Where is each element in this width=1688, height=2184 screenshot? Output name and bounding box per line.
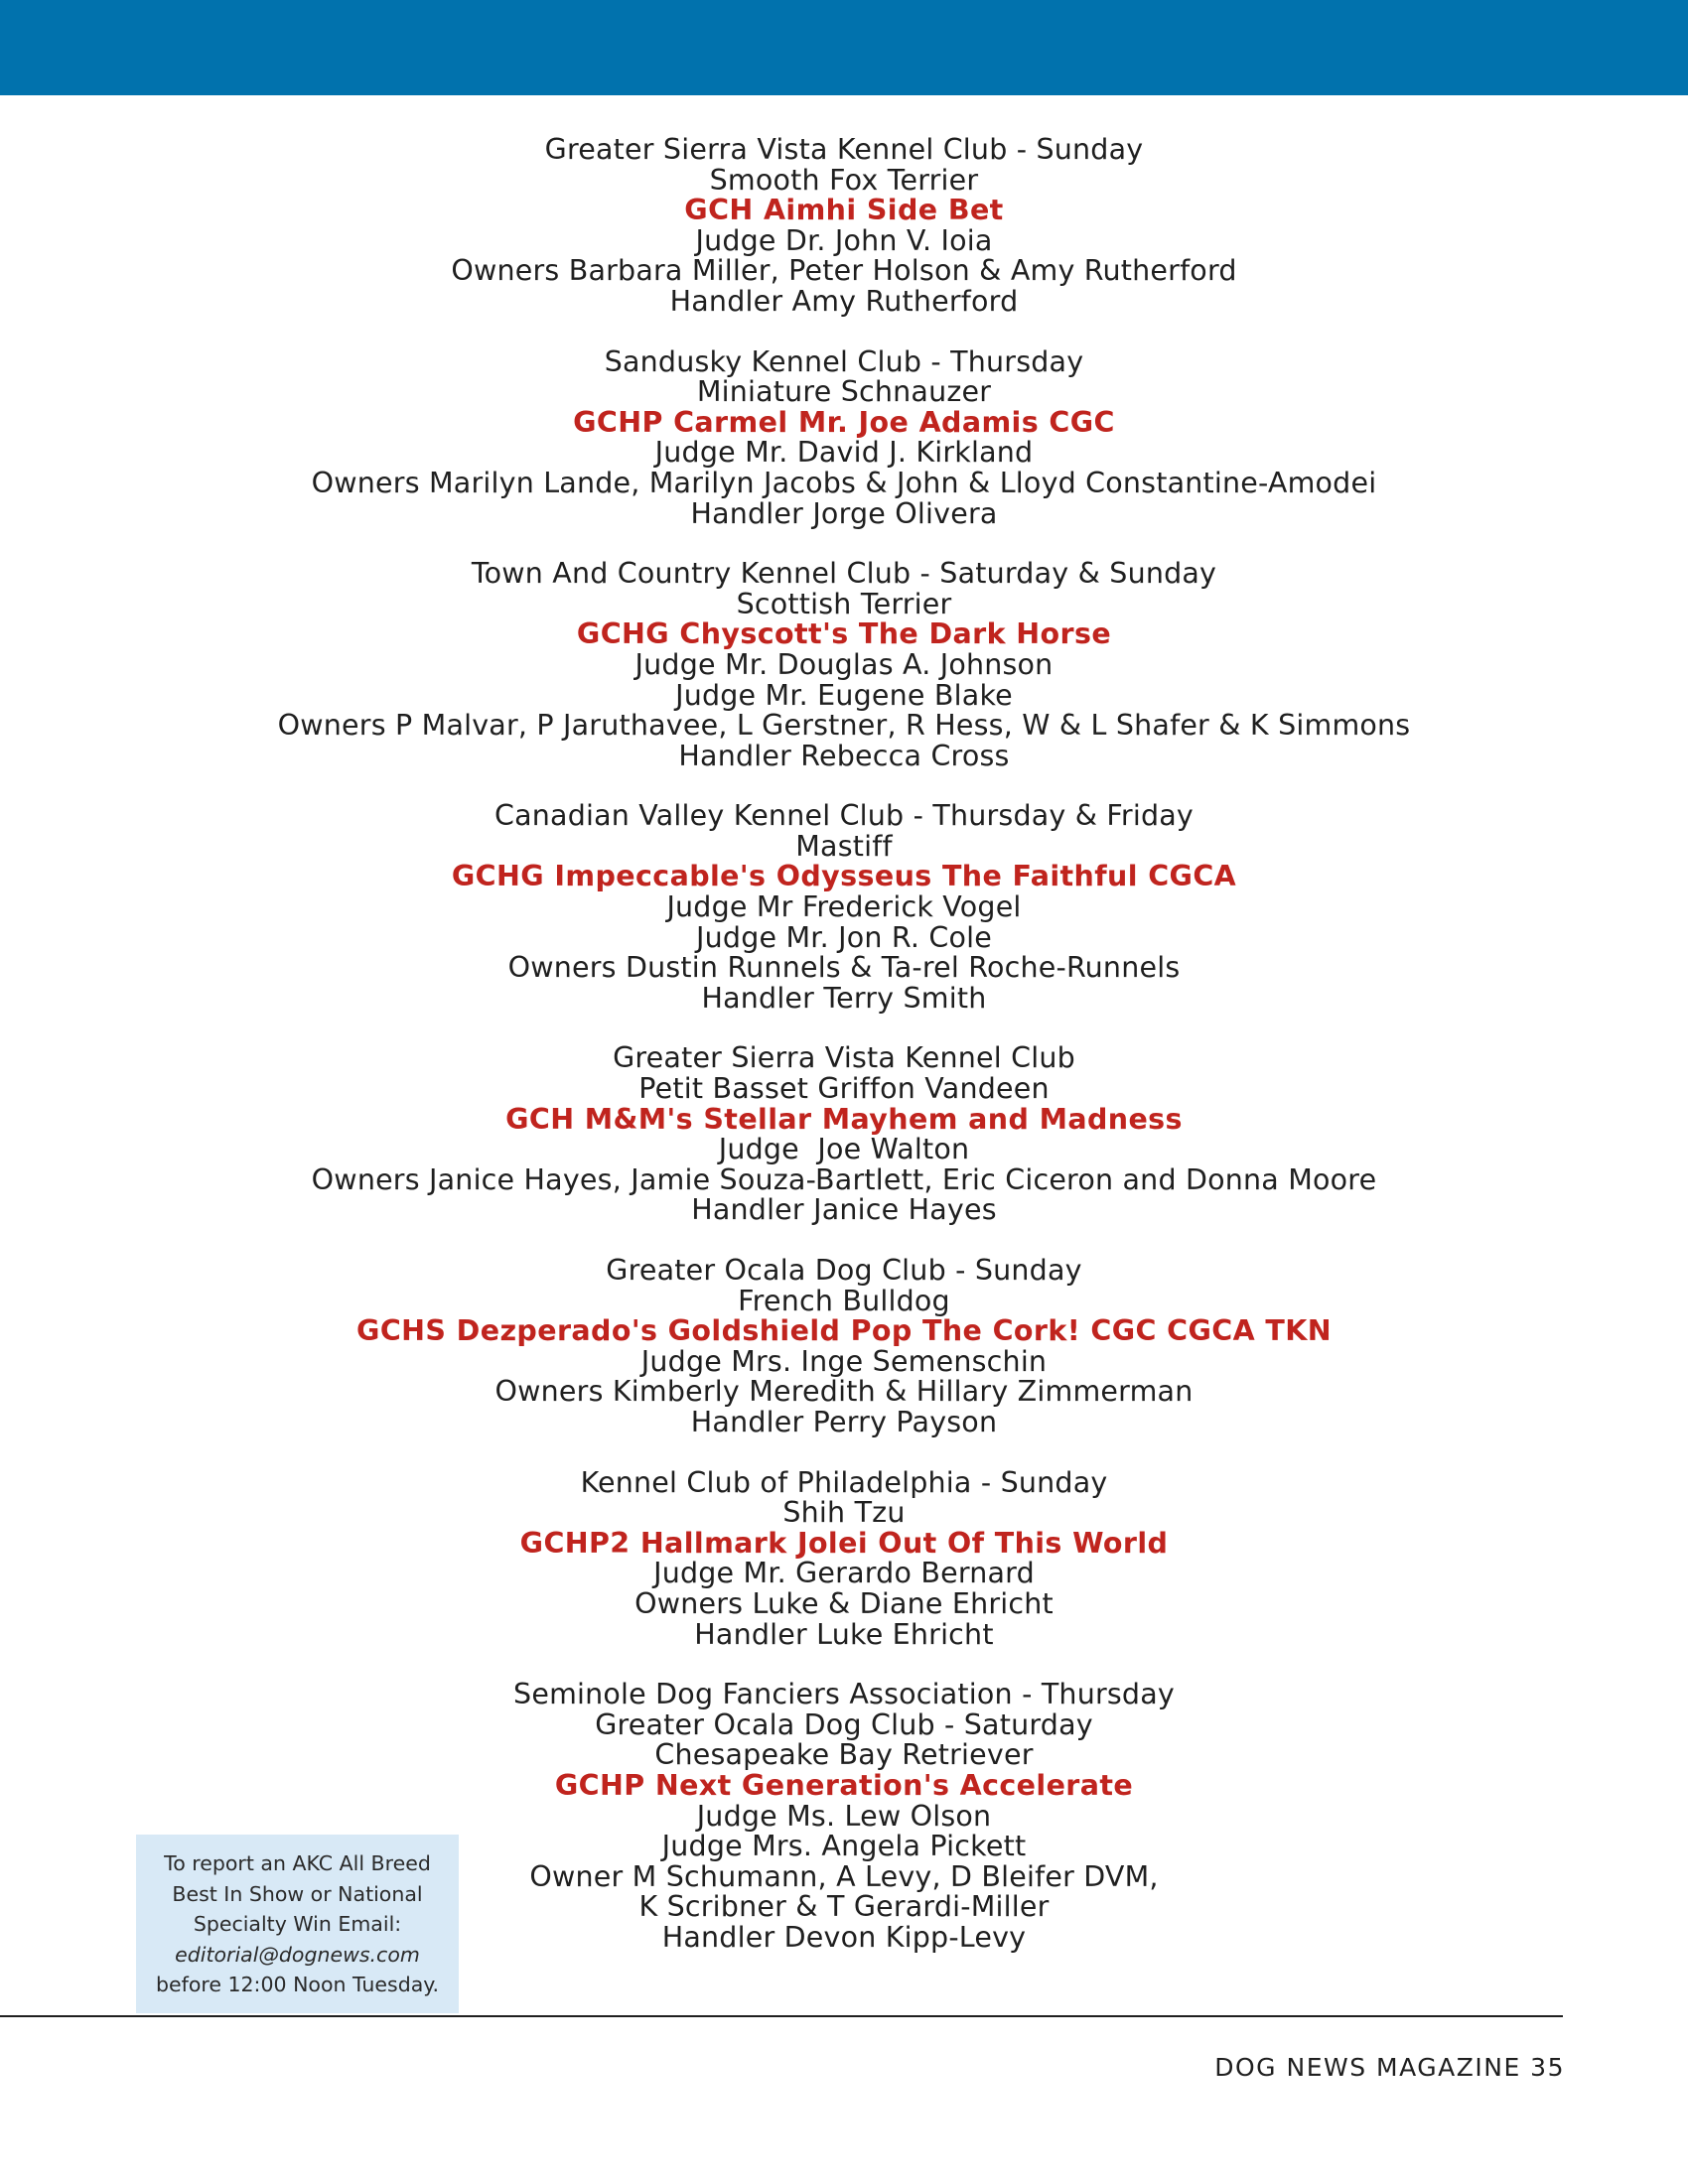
- judge-line: Judge Mr. Jon R. Cole: [696, 920, 992, 954]
- owners-line: Owners P Malvar, P Jaruthavee, L Gerstner, R Hess, W & L Shafer & K Simmons: [277, 709, 1411, 743]
- winning-dog: GCH Aimhi Side Bet: [684, 194, 1004, 227]
- judge-line: Judge Ms. Lew Olson: [696, 1799, 992, 1833]
- handler-line: Handler Janice Hayes: [691, 1193, 997, 1227]
- judge-line: Judge Mr. Eugene Blake: [675, 678, 1013, 712]
- judge-line: Judge Mr. David J. Kirkland: [654, 436, 1034, 470]
- report-win-note: [136, 1835, 459, 2013]
- winning-dog: GCH M&M's Stellar Mayhem and Madness: [505, 1102, 1183, 1136]
- club-name: Greater Sierra Vista Kennel Club - Sunday: [544, 133, 1144, 166]
- club-name: Greater Ocala Dog Club - Sunday: [606, 1254, 1082, 1287]
- bis-entry: [149, 135, 1539, 318]
- club-name: Canadian Valley Kennel Club - Thursday & Friday: [494, 799, 1194, 833]
- handler-line: Handler Devon Kipp-Levy: [661, 1920, 1027, 1954]
- bis-entry: [149, 559, 1539, 771]
- winning-dog: GCHP2 Hallmark Jolei Out Of This World: [519, 1526, 1169, 1560]
- bis-entry: [149, 1256, 1539, 1438]
- footer-rule: [0, 2015, 1563, 2017]
- handler-line: Handler Terry Smith: [701, 981, 987, 1015]
- handler-line: Handler Perry Payson: [690, 1405, 998, 1438]
- breed-name: Scottish Terrier: [736, 587, 952, 620]
- owners-line: Owners Janice Hayes, Jamie Souza-Bartlett, Eric Ciceron and Donna Moore: [311, 1162, 1377, 1196]
- owners-line: Owner M Schumann, A Levy, D Bleifer DVM,: [529, 1859, 1159, 1893]
- winning-dog: GCHP Carmel Mr. Joe Adamis CGC: [573, 405, 1115, 439]
- winning-dog: GCHP Next Generation's Accelerate: [554, 1768, 1134, 1802]
- owners-line: Owners Barbara Miller, Peter Holson & Amy Rutherford: [451, 254, 1237, 288]
- note-line: before 12:00 Noon Tuesday.: [155, 1973, 439, 1996]
- breed-name: Chesapeake Bay Retriever: [654, 1738, 1034, 1772]
- judge-line: Judge Mr. Gerardo Bernard: [653, 1557, 1035, 1590]
- note-line: Specialty Win Email:: [193, 1912, 402, 1936]
- breed-name: Petit Basset Griffon Vandeen: [638, 1072, 1050, 1106]
- club-name: Greater Sierra Vista Kennel Club: [613, 1041, 1075, 1075]
- judge-line: Judge Dr. John V. Ioia: [695, 223, 993, 257]
- handler-line: Handler Luke Ehricht: [694, 1617, 994, 1651]
- judge-line: Judge Mr Frederick Vogel: [666, 890, 1022, 924]
- handler-line: Handler Amy Rutherford: [669, 284, 1019, 318]
- owners-line: Owners Kimberly Meredith & Hillary Zimmerman: [494, 1375, 1194, 1409]
- bis-entry: [149, 344, 1539, 530]
- handler-line: Handler Rebecca Cross: [678, 739, 1010, 772]
- top-banner: [0, 0, 1688, 95]
- owners-line: Owners Dustin Runnels & Ta-rel Roche-Runnels: [507, 951, 1181, 985]
- club-name: Kennel Club of Philadelphia - Sunday: [580, 1465, 1108, 1499]
- handler-line: Handler Jorge Olivera: [690, 496, 998, 530]
- winning-dog: GCHG Impeccable's Odysseus The Faithful CGCA: [451, 860, 1237, 893]
- judge-line: Judge Joe Walton: [718, 1133, 970, 1166]
- judge-line: Judge Mrs. Inge Semenschin: [640, 1344, 1048, 1378]
- breed-name: Smooth Fox Terrier: [709, 163, 979, 197]
- club-name: Seminole Dog Fanciers Association - Thursday: [513, 1678, 1175, 1711]
- note-line: To report an AKC All Breed: [164, 1851, 431, 1875]
- club-name-second: Greater Ocala Dog Club - Saturday: [595, 1707, 1093, 1741]
- club-name: Town And Country Kennel Club - Saturday & Sunday: [471, 557, 1217, 591]
- winning-dog: GCHS Dezperado's Goldshield Pop The Cork! CGC CGCA TKN: [356, 1314, 1332, 1348]
- bis-listing: [149, 135, 1539, 1982]
- note-email: editorial@dognews.com: [175, 1942, 420, 1967]
- winning-dog: GCHG Chyscott's The Dark Horse: [576, 617, 1112, 651]
- owners-line: Owners Luke & Diane Ehricht: [634, 1586, 1054, 1620]
- breed-name: French Bulldog: [738, 1284, 950, 1317]
- breed-name: Mastiff: [795, 829, 893, 863]
- bis-entry: [149, 1465, 1539, 1651]
- breed-name: Miniature Schnauzer: [696, 375, 992, 409]
- page-footer: DOG NEWS MAGAZINE 35: [1214, 2053, 1565, 2082]
- owners-line-continued: K Scribner & T Gerardi-Miller: [638, 1890, 1050, 1924]
- bis-entry: [149, 801, 1539, 1014]
- judge-line: Judge Mrs. Angela Pickett: [661, 1830, 1027, 1863]
- note-line: Best In Show or National: [172, 1881, 423, 1906]
- bis-entry: [149, 1043, 1539, 1226]
- owners-line: Owners Marilyn Lande, Marilyn Jacobs & John & Lloyd Constantine-Amodei: [311, 466, 1377, 499]
- judge-line: Judge Mr. Douglas A. Johnson: [634, 647, 1054, 681]
- club-name: Sandusky Kennel Club - Thursday: [604, 344, 1084, 378]
- breed-name: Shih Tzu: [782, 1496, 906, 1530]
